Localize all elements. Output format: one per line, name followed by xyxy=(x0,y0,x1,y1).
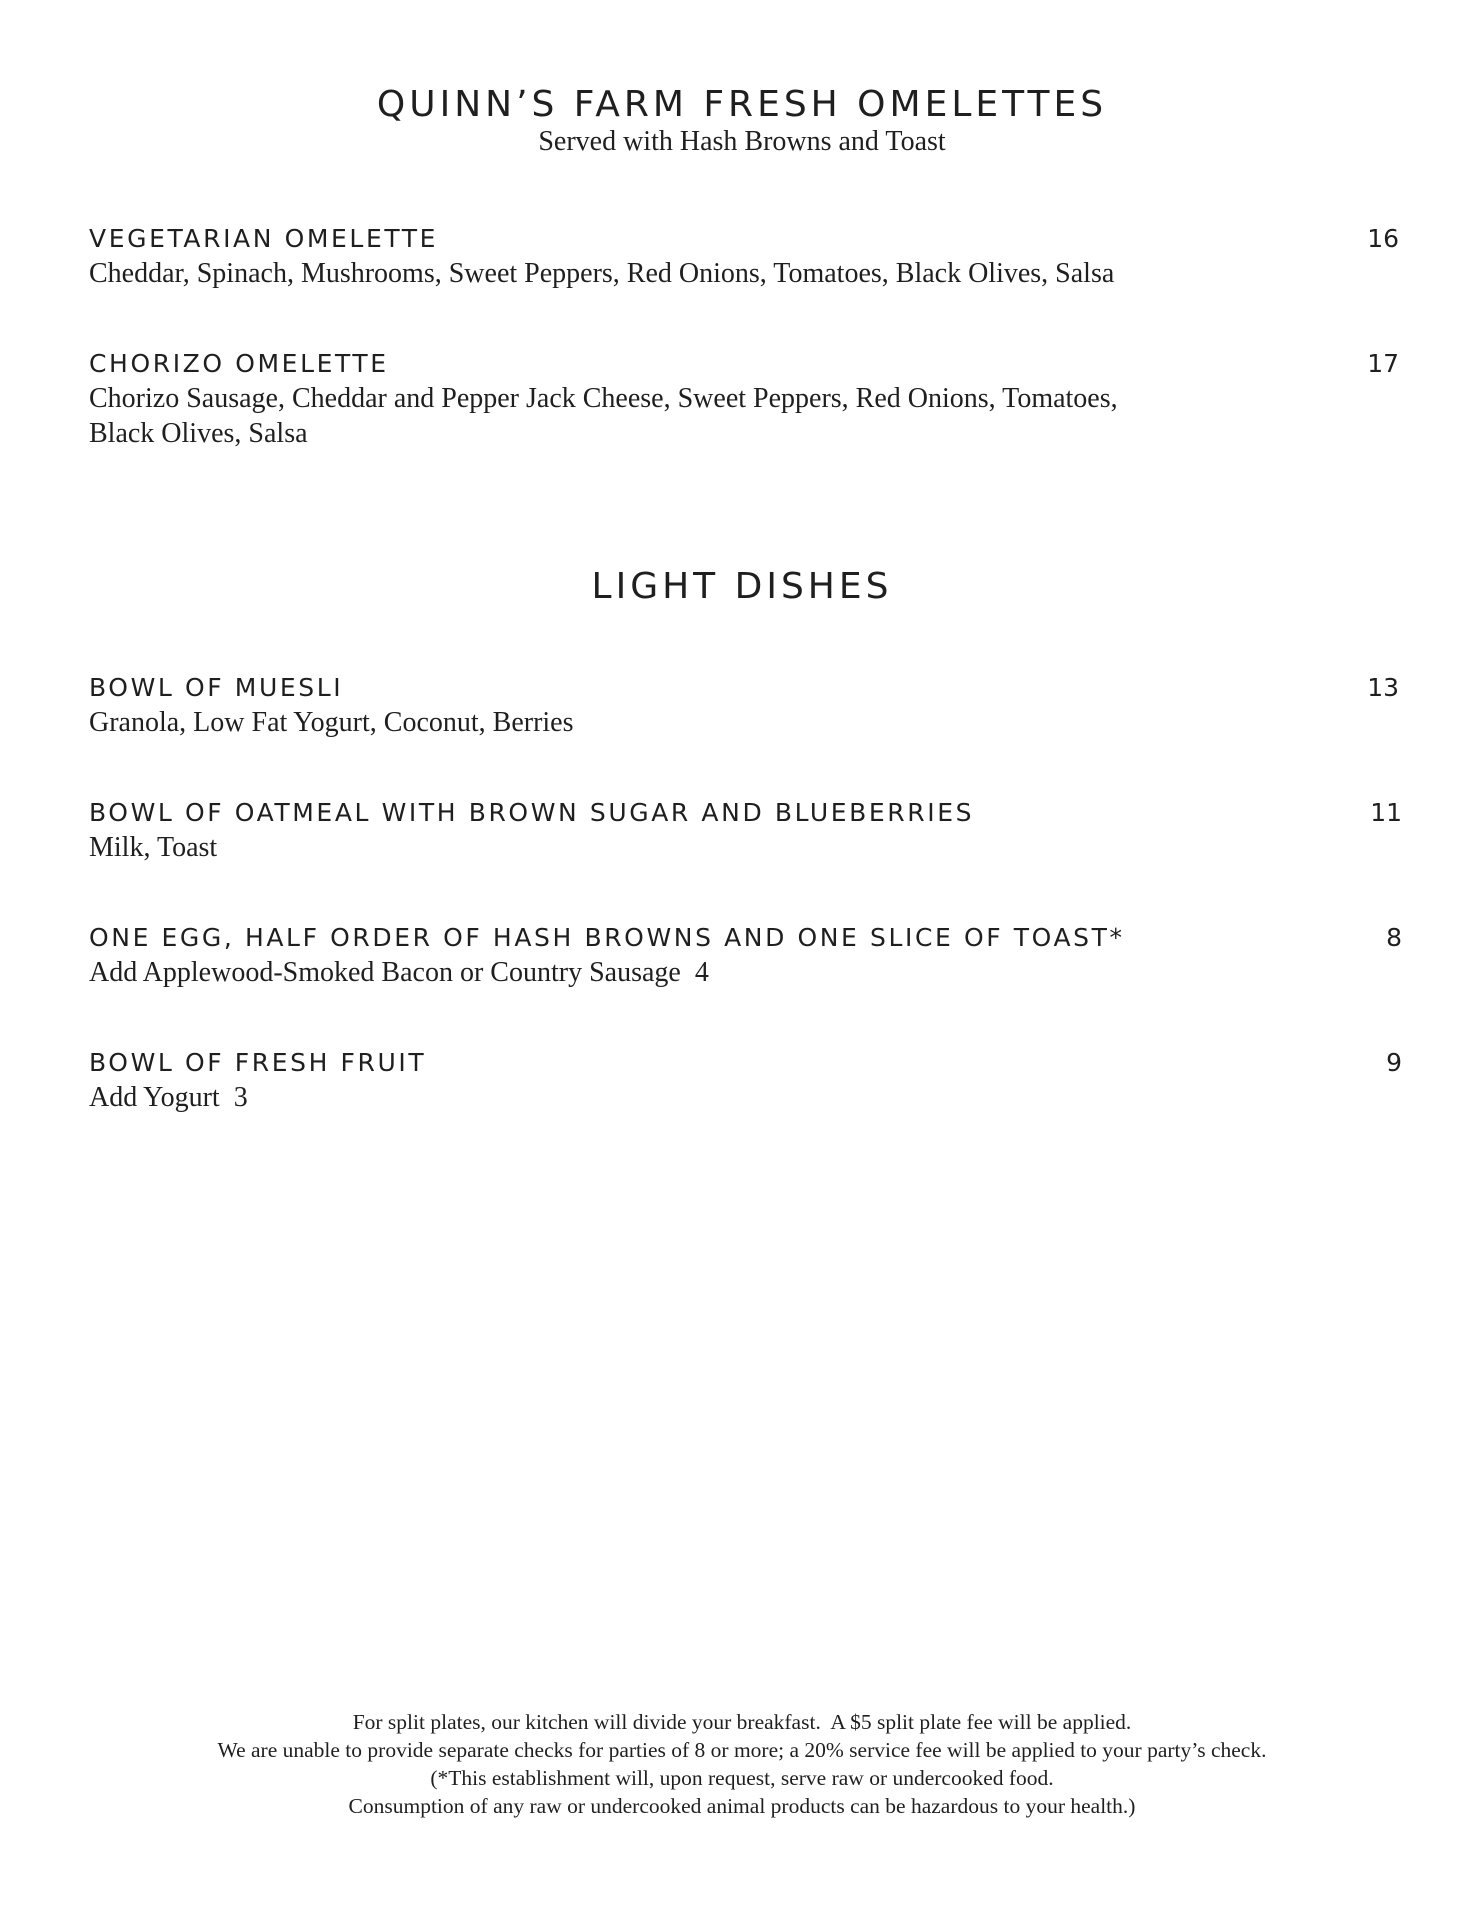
footer-note-health-warning: Consumption of any raw or undercooked animal products can be hazardous to your health.) xyxy=(348,1794,1136,1818)
menu-item-name: BOWL OF OATMEAL WITH BROWN SUGAR AND BLUEBERRIES xyxy=(89,798,975,827)
menu-item-description: Add Yogurt 3 xyxy=(89,1082,248,1113)
menu-item-description xyxy=(89,381,1189,451)
menu-item-price: 13 xyxy=(1367,673,1399,702)
omelettes-section-title: QUINN’S FARM FRESH OMELETTES xyxy=(376,84,1108,125)
menu-item-description-line: Chorizo Sausage, Cheddar and Pepper Jack Cheese, Sweet Peppers, Red Onions, Tomatoes, xyxy=(89,383,1118,414)
menu-item-description: Add Applewood-Smoked Bacon or Country Sausage 4 xyxy=(89,957,709,988)
omelettes-section-subtitle: Served with Hash Browns and Toast xyxy=(538,126,946,157)
menu-item-name: VEGETARIAN OMELETTE xyxy=(89,224,439,253)
menu-item-price: 9 xyxy=(1386,1048,1402,1077)
menu-item-price: 17 xyxy=(1367,349,1399,378)
menu-item-one-egg xyxy=(89,921,1402,990)
menu-item-name: BOWL OF FRESH FRUIT xyxy=(89,1048,427,1077)
footer-note-split-plates: For split plates, our kitchen will divide your breakfast. A $5 split plate fee will be applied. xyxy=(352,1710,1132,1734)
menu-footer-notes xyxy=(0,1708,1484,1820)
menu-item-price: 8 xyxy=(1386,923,1402,952)
menu-item-description: Cheddar, Spinach, Mushrooms, Sweet Peppers, Red Onions, Tomatoes, Black Olives, Salsa xyxy=(89,258,1115,289)
menu-item-description: Granola, Low Fat Yogurt, Coconut, Berries xyxy=(89,707,574,738)
light-dishes-section-title: LIGHT DISHES xyxy=(591,566,893,607)
footer-note-service-fee: We are unable to provide separate checks for parties of 8 or more; a 20% service fee will be applied to your party’s check. xyxy=(217,1738,1267,1762)
menu-item-name: CHORIZO OMELETTE xyxy=(89,349,389,378)
menu-item-description: Milk, Toast xyxy=(89,832,218,863)
menu-item-chorizo-omelette xyxy=(89,347,1399,451)
menu-item-price: 11 xyxy=(1370,798,1402,827)
menu-item-vegetarian-omelette xyxy=(89,222,1399,291)
footer-note-raw-food: (*This establishment will, upon request, serve raw or undercooked food. xyxy=(430,1766,1054,1790)
menu-item-price: 16 xyxy=(1367,224,1399,253)
menu-item-bowl-of-fresh-fruit xyxy=(89,1046,1402,1115)
menu-item-name: BOWL OF MUESLI xyxy=(89,673,344,702)
menu-item-description-line: Black Olives, Salsa xyxy=(89,418,308,449)
menu-item-bowl-of-oatmeal xyxy=(89,796,1402,865)
menu-item-name: ONE EGG, HALF ORDER OF HASH BROWNS AND ONE SLICE OF TOAST* xyxy=(89,923,1125,952)
menu-item-bowl-of-muesli xyxy=(89,671,1399,740)
